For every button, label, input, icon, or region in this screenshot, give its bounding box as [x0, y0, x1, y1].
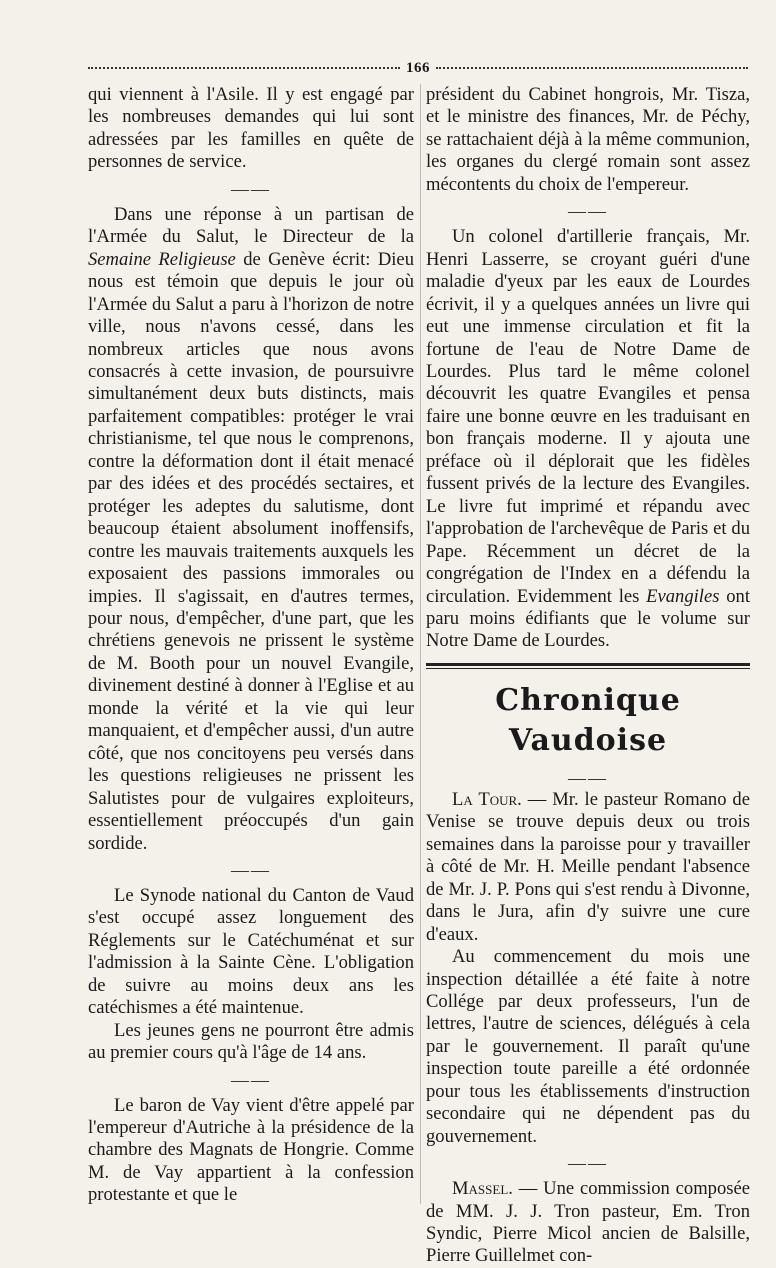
- section-rule: [426, 663, 750, 669]
- separator: ——: [231, 1069, 271, 1090]
- left-column: [88, 84, 414, 1207]
- text: — Mr. le pasteur Romano de Venise se trouve depuis deux ou trois semaines dans la paroisse pour y travailler à côté de Mr. H. Meille pendant l'absence de Mr. J. P. Pons qui s'est rendu à Divonne, dans le Jura, afin d'y suivre une cure d'eaux.: [426, 788, 750, 945]
- paragraph-jeunes-gens: Les jeunes gens ne pourront être admis au premier cours qu'à l'âge de 14 ans.: [88, 1019, 414, 1064]
- paragraph-synode: Le Synode national du Canton de Vaud s'est occupé assez longuement des Réglements sur le Catéchuménat et sur l'admission à la Sainte Cène. L'obligation de suivre au moins deux ans les catéchismes a été maintenue.: [88, 884, 414, 1019]
- paragraph-la-tour: [426, 789, 750, 946]
- page-header: [88, 58, 748, 78]
- paragraph-hongrie: président du Cabinet hongrois, Mr. Tisza, et le ministre des finances, Mr. de Péchy, se rattachaient déjà à la même communion, les organes du clergé romain sont assez mécontents du choix de l'empereur.: [426, 84, 750, 195]
- separator: ——: [568, 201, 608, 222]
- place-name: La Tour.: [452, 788, 522, 810]
- italic-word: Evangiles: [646, 585, 720, 607]
- place-name: Massel.: [452, 1178, 513, 1200]
- paragraph-lasserre: [426, 226, 750, 653]
- text: ont paru moins édifiants que le volume sur Notre Dame de Lourdes.: [426, 585, 750, 652]
- separator: ——: [231, 178, 271, 199]
- paragraph-asile: qui viennent à l'Asile. Il y est engagé par les nombreuses demandes qui lui sont adressées par les familles en quête de personnes de service.: [88, 84, 414, 173]
- text: de Genève écrit: Dieu nous est témoin que depuis le jour où l'Armée du Salut a paru à l'horizon de notre ville, nous n'avons cessé, dans les nombreux articles que nous avons consacrés à cette invasion, de poursuivre simultanément deux buts distincts, mais parfaitement compatibles: protéger le vrai christianisme, tel que nous le comprenons, contre la déformation dont il était menacé par des idées et des procédés sectaires, et protéger les adeptes du salutisme, dont beaucoup étaient absolument inoffensifs, contre les mauvais traitements auxquels les exposaient des passions immorales ou impies. Il s'agissait, en d'autres termes, pour nous, d'empêcher, d'une part, que les chrétiens genevois ne prissent le système de M. Booth pour un nouvel Evangile, divinement destiné à donner à l'Eglise et au monde la vérité et la vie qui leur manquaient, et d'empêcher aussi, d'un autre côté, que nos concitoyens peu versés dans les questions religieuses ne prissent les Salutistes pour de vulgaires exploiteurs, essentiellement préoccupés d'un gain sordide.: [88, 248, 414, 854]
- paragraph-baron-de-vay: Le baron de Vay vient d'être appelé par l'empereur d'Autriche à la présidence de la chambre des Magnats de Hongrie. Comme M. de Vay appartient à la confession protestante et que le: [88, 1094, 414, 1206]
- page-number: 166: [406, 59, 430, 76]
- right-column: [426, 84, 750, 1268]
- paragraph-armee-du-salut: [88, 204, 414, 855]
- paragraph-inspection: Au commencement du mois une inspection détaillée a été faite à notre Collége par deux professeurs, l'un de lettres, l'autre de sciences, délégués à cela par le gouvernement. Il paraît qu'une inspection toute pareille a été ordonnée pour tous les établissements d'instruction secondaire qui ne dépendent pas du gouvernement.: [426, 946, 750, 1147]
- text: Un colonel d'artillerie français, Mr. Henri Lasserre, se croyant guéri d'une maladie d'yeux par les eaux de Lourdes écrivit, il y a quelques années un livre qui eut une immense circulation et fit la fortune de l'eau de Notre Dame de Lourdes. Plus tard le même colonel découvrit les quatre Evangiles et pensa faire une bonne œuvre en les traduisant en bon français moderne. Il y ajouta une préface où il déplorait que les fidèles fussent privés de la lecture des Evangiles. Le livre fut imprimé et répandu avec l'approbation de l'archevêque de Paris et du Pape. Récemment un décret de la congrégation de l'Index en a défendu la circulation. Evidemment les: [426, 226, 750, 607]
- column-divider: [420, 84, 421, 1204]
- text: Dans une réponse à un partisan de l'Armée du Salut, le Directeur de la: [88, 203, 414, 248]
- separator: ——: [231, 859, 271, 880]
- paragraph-massel: [426, 1178, 750, 1268]
- separator: ——: [568, 767, 608, 788]
- header-rule-right: [436, 67, 748, 69]
- text: — Une commission composée de MM. J. J. Tron pasteur, Em. Tron Syndic, Pierre Micol ancien de Balsille, Pierre Guillelmet con-: [426, 1178, 750, 1267]
- section-title: Chronique Vaudoise: [495, 682, 681, 758]
- separator: ——: [568, 1153, 608, 1174]
- header-rule-left: [88, 67, 400, 69]
- publication-title: Semaine Religieuse: [88, 248, 236, 270]
